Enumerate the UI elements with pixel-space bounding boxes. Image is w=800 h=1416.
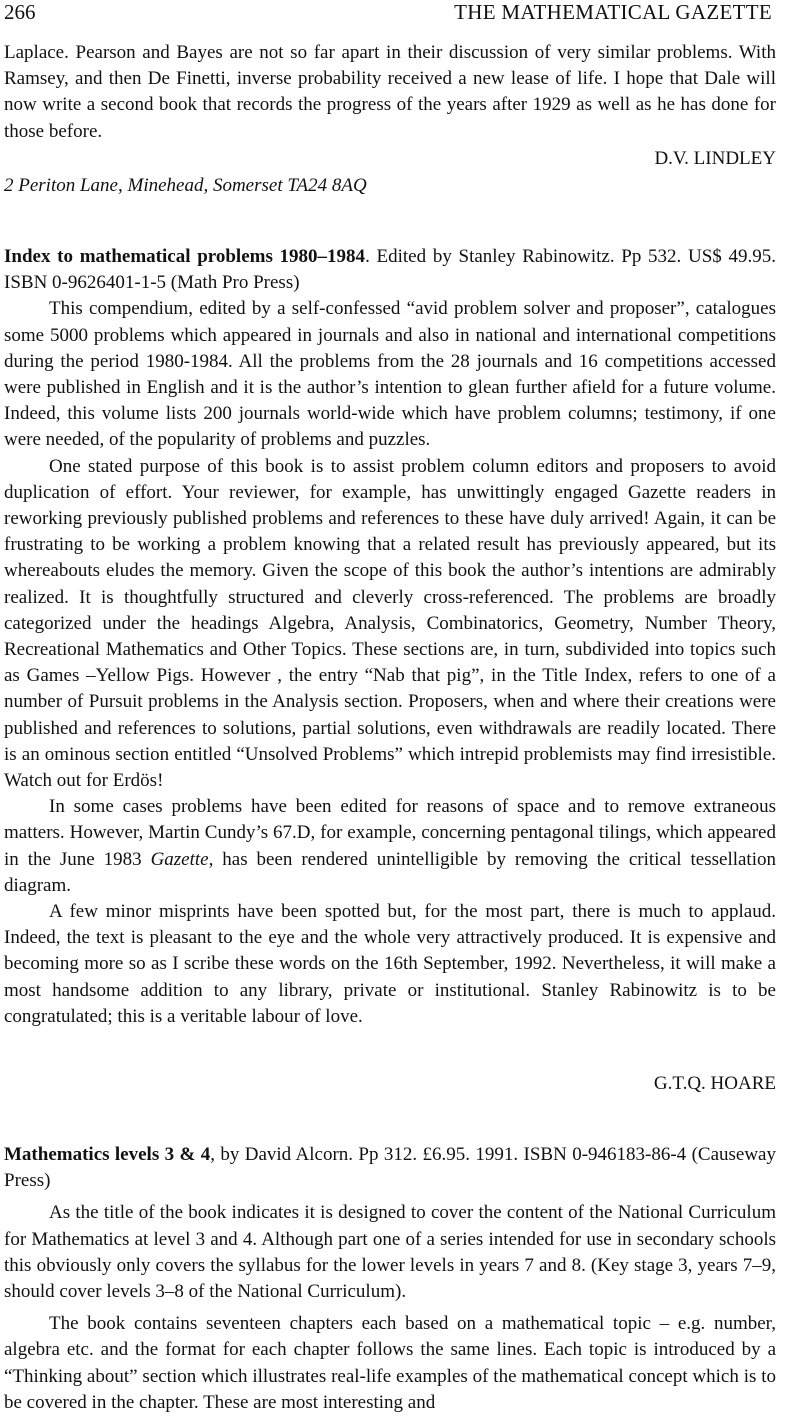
review1-address: 2 Periton Lane, Minehead, Somerset TA24 8AQ [4,175,367,196]
review2 [4,244,776,1030]
review2-reviewer: G.T.Q. HOARE [653,1073,776,1094]
review3-citation: , by David Alcorn. Pp 312. £6.95. 1991. ISBN 0-946183-86-4 (Causeway Press) [4,1144,776,1192]
review3-title: Mathematics levels 3 & 4 [4,1144,211,1165]
page-number: 266 [4,0,36,24]
review3 [4,1142,776,1416]
review1-reviewer: D.V. LINDLEY [654,148,776,169]
review2-paragraph-4: A few minor misprints have been spotted but, for the most part, there is much to applaud. Indeed, the text is pleasant to the eye and the whole very attractively produced. It is expensive and becoming more so as I scribe these words on the 16th September, 1992. Nevertheless, it will make a most handsome addition to any library, private or institutional. Stanley Rabinowitz is to be congratulated; this is a veritable labour of love. [4,901,776,1027]
review2-title: Index to mathematical problems 1980–1984 [4,246,366,267]
review3-paragraph-2: The book contains seventeen chapters each based on a mathematical topic – e.g. number, algebra etc. and the format for each chapter follows the same lines. Each topic is introduced by a “Thinking about” section which illustrates real-life examples of the mathematical concept which is to be covered in the chapter. These are most interesting and [4,1313,776,1413]
review2-paragraph-2: One stated purpose of this book is to assist problem column editors and proposers to avoid duplication of effort. Your reviewer, for example, has unwittingly engaged Gazette readers in reworking previously published problems and references to these have duly arrived! Again, it can be frustrating to be working a problem knowing that a related result has previously appeared, but its whereabouts eludes the memory. Given the scope of this book the author’s intentions are admirably realized. It is thoughtfully structured and cleverly cross-referenced. The problems are broadly categorized under the headings Algebra, Analysis, Combinatorics, Geometry, Number Theory, Recreational Mathematics and Other Topics. These sections are, in turn, subdivided into topics such as Games –Yellow Pigs. However , the entry “Nab that pig”, in the Title Index, refers to one of a number of Pursuit problems in the Analysis section. Proposers, when and where their creations were published and references to solutions, partial solutions, even withdrawals are readily located. There is an ominous section entitled “Unsolved Problems” which intrepid problemists may find irresistible. Watch out for Erdös! [4,455,776,792]
review3-paragraph-1: As the title of the book indicates it is designed to cover the content of the National Curriculum for Mathematics at level 3 and 4. Although part one of a series intended for use in secondary schools this obviously only covers the syllabus for the lower levels in years 7 and 8. (Key stage 3, years 7–9, should cover levels 3–8 of the National Curriculum). [4,1202,776,1303]
review2-paragraph-3 [4,794,776,899]
review2-heading [4,244,776,296]
review2-citation: . Edited by Stanley Rabinowitz. Pp 532. US$ 49.95. ISBN 0-9626401-1-5 (Math Pro Press) [4,246,776,294]
review1-tail [4,40,776,145]
review2-p3-text-b: , has been rendered unintelligible by removing the critical tessellation diagram. [4,848,776,896]
review1-paragraph: Laplace. Pearson and Bayes are not so far apart in their discussion of very similar problems. With Ramsey, and then De Finetti, inverse probability received a new lease of life. I hope that Dale will now write a second book that records the progress of the years after 1929 as well as he has done for those before. [4,42,776,142]
review2-p3-text-a: In some cases problems have been edited for reasons of space and to remove extraneous matters. However, Martin Cundy’s 67.D, for example, concerning pentagonal tilings, which appeared in the June 1983 [4,796,776,870]
running-header [4,0,796,30]
review2-p3-italic: Gazette [150,848,209,870]
journal-title: THE MATHEMATICAL GAZETTE [454,0,772,24]
review3-heading [4,1142,776,1194]
review2-paragraph-1: This compendium, edited by a self-confessed “avid problem solver and proposer”, catalogues some 5000 problems which appeared in journals and also in national and international competitions during the period 1980-1984. All the problems from the 28 journals and 16 competitions accessed were published in English and it is the author’s intention to glean further afield for a future volume. Indeed, this volume lists 200 journals world-wide which have problem columns; testimony, if one were needed, of the popularity of problems and puzzles. [4,298,776,451]
